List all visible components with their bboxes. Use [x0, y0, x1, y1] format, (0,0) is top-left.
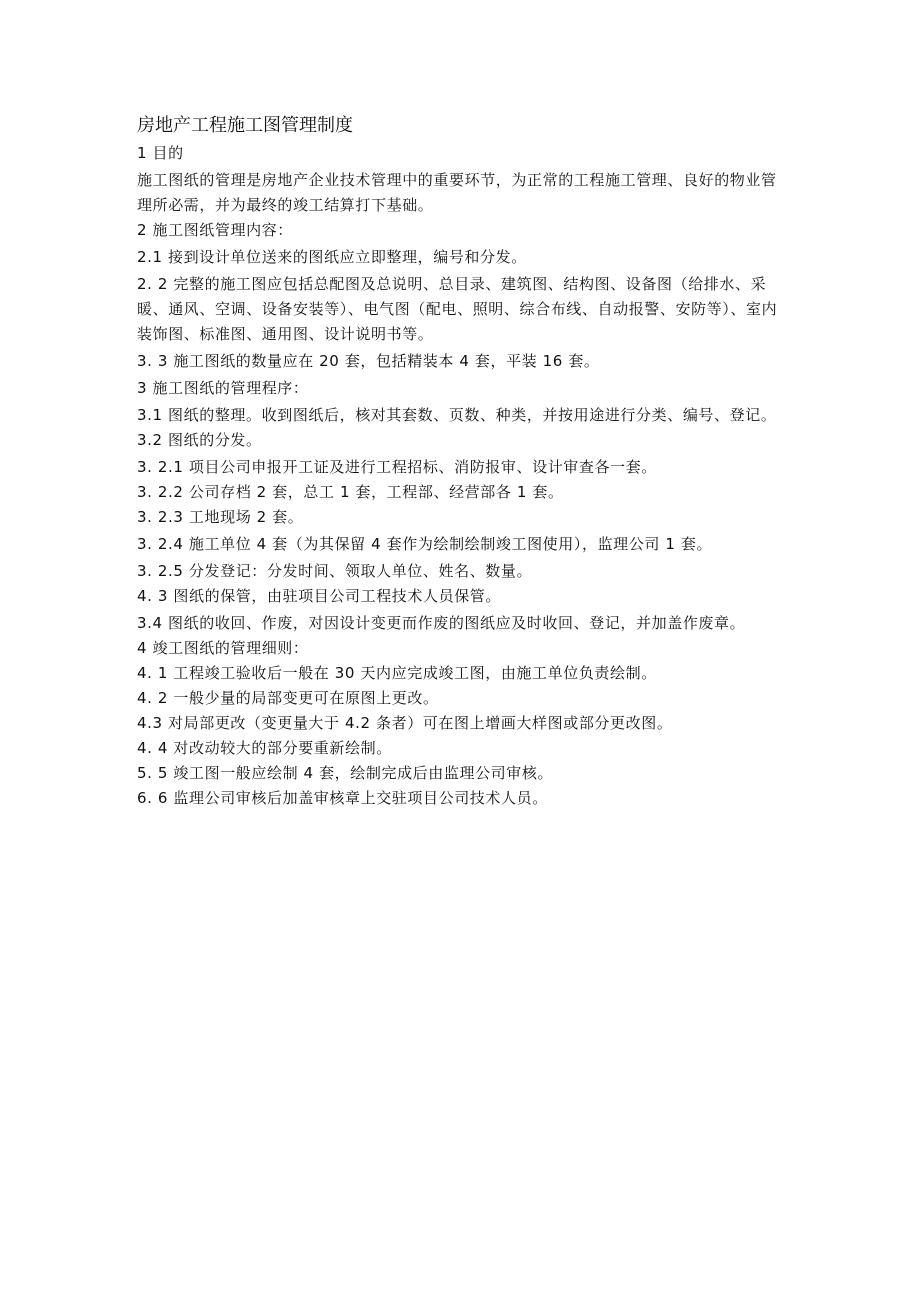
paragraph: 3.4 图纸的收回、作废，对因设计变更而作废的图纸应及时收回、登记，并加盖作废章。 [137, 614, 746, 632]
document-title: 房地产工程施工图管理制度 [137, 115, 353, 136]
paragraph: 4. 2 一般少量的局部变更可在原图上更改。 [137, 689, 439, 707]
paragraph: 3. 2.1 项目公司申报开工证及进行工程招标、消防报审、设计审查各一套。 [137, 458, 657, 476]
paragraph: 2.1 接到设计单位送来的图纸应立即整理，编号和分发。 [137, 248, 527, 266]
paragraph: 3. 2.4 施工单位 4 套（为其保留 4 套作为绘制绘制竣工图使用），监理公司 1 套。 [137, 535, 713, 553]
section-heading: 3 施工图纸的管理程序： [137, 379, 309, 397]
paragraph: 4. 1 工程竣工验收后一般在 30 天内应完成竣工图，由施工单位负责绘制。 [137, 664, 657, 682]
section-heading: 4 竣工图纸的管理细则： [137, 639, 309, 657]
paragraph: 3. 2.5 分发登记：分发时间、领取人单位、姓名、数量。 [137, 562, 533, 580]
section-heading: 1 目的 [137, 144, 184, 162]
paragraph: 6. 6 监理公司审核后加盖审核章上交驻项目公司技术人员。 [137, 789, 548, 807]
paragraph: 4. 4 对改动较大的部分要重新绘制。 [137, 739, 392, 757]
paragraph: 3. 2.2 公司存档 2 套，总工 1 套，工程部、经营部各 1 套。 [137, 483, 564, 501]
paragraph: 5. 5 竣工图一般应绘制 4 套，绘制完成后由监理公司审核。 [137, 764, 554, 782]
paragraph: 3.1 图纸的整理。收到图纸后，核对其套数、页数、种类，并按用途进行分类、编号、登记。 [137, 406, 777, 424]
paragraph: 3. 2.3 工地现场 2 套。 [137, 508, 304, 526]
paragraph: 2. 2 完整的施工图应包括总配图及总说明、总目录、建筑图、结构图、设备图（给排水、采暖、通风、空调、设备安装等）、电气图（配电、照明、综合布线、自动报警、安防等）、室内装饰图、标准图、通用图、设计说明书等。 [137, 275, 778, 343]
document-page [137, 113, 787, 811]
paragraph: 施工图纸的管理是房地产企业技术管理中的重要环节，为正常的工程施工管理、良好的物业管理所必需，并为最终的竣工结算打下基础。 [137, 171, 777, 214]
paragraph: 4.3 对局部更改（变更量大于 4.2 条者）可在图上增画大样图或部分更改图。 [137, 714, 673, 732]
paragraph: 4. 3 图纸的保管，由驻项目公司工程技术人员保管。 [137, 587, 501, 605]
paragraph: 3.2 图纸的分发。 [137, 431, 262, 449]
paragraph: 3. 3 施工图纸的数量应在 20 套，包括精装本 4 套，平装 16 套。 [137, 352, 600, 370]
section-heading: 2 施工图纸管理内容： [137, 221, 293, 239]
